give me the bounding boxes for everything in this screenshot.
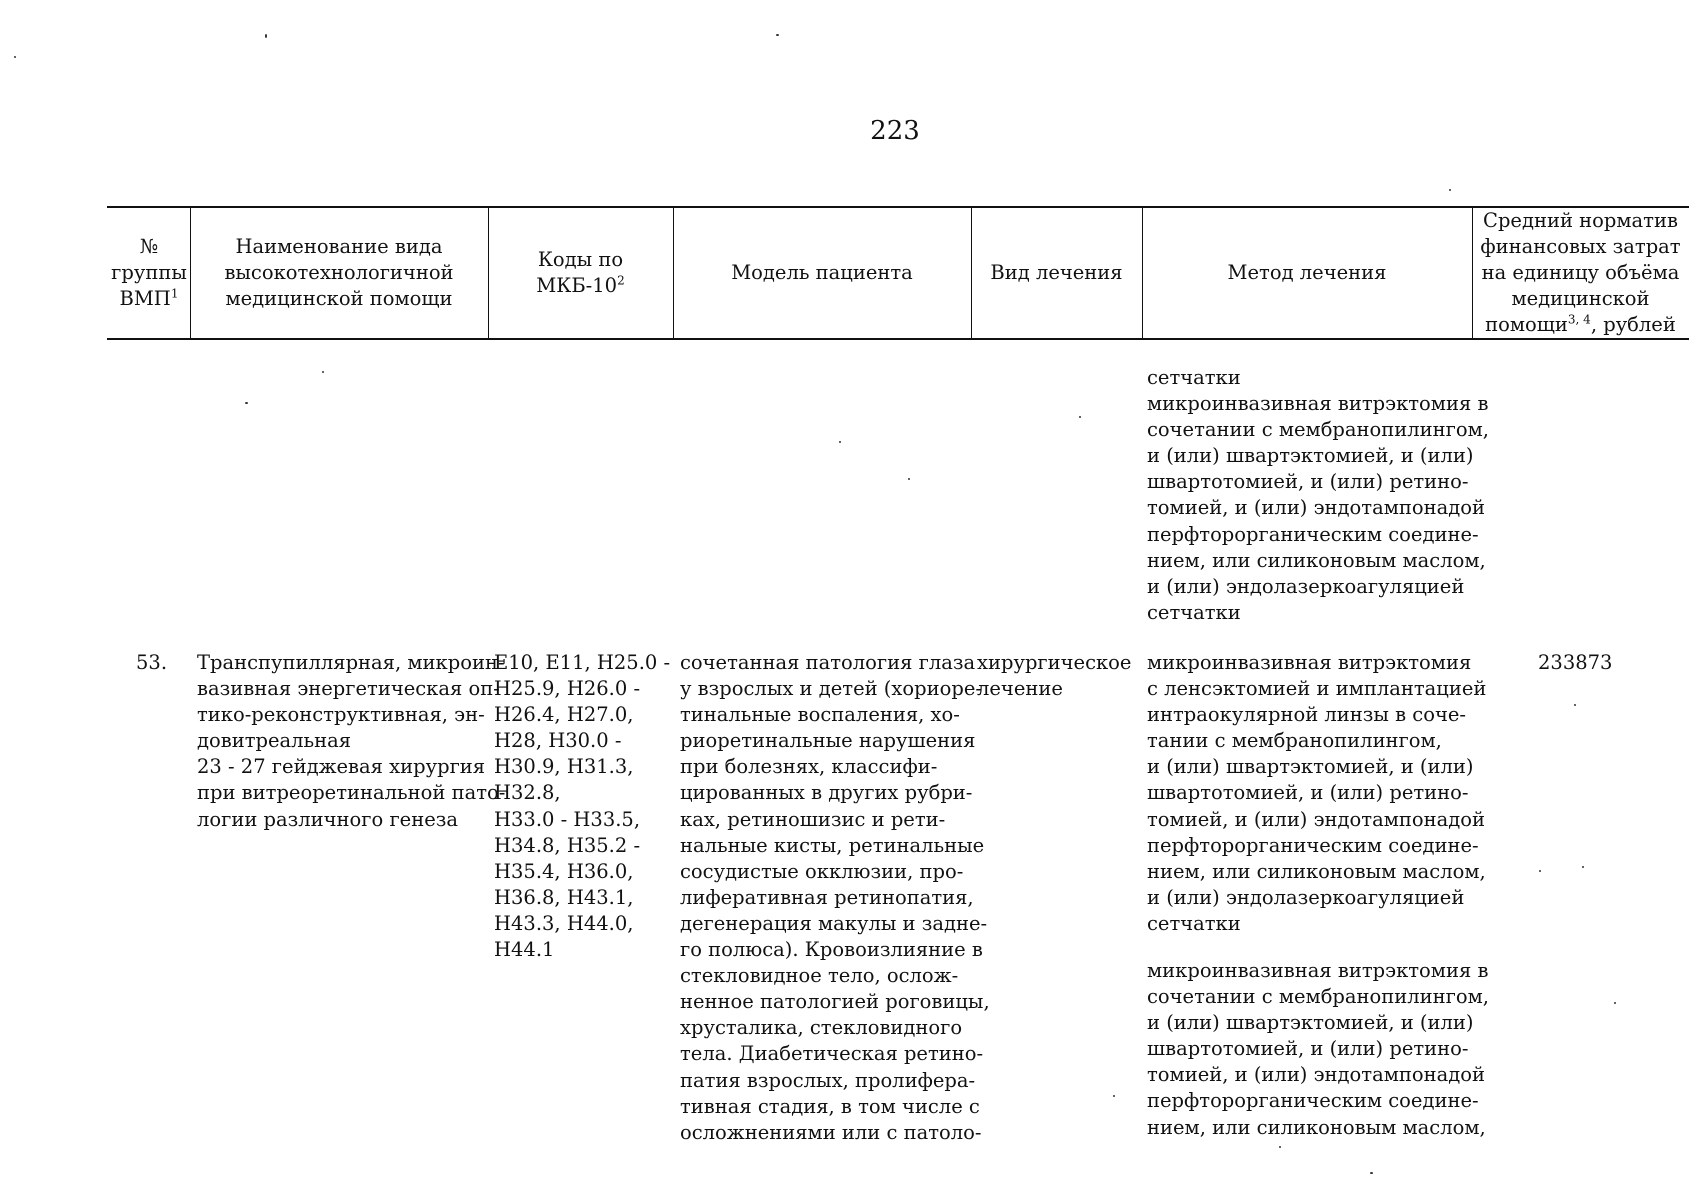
header-icd-codes: Коды по МКБ-$10^2$ (536, 248, 625, 297)
row-method-1: микроинвазивная витрэктомия с ленсэктомией и имплантацией интраокулярной линзы в соче- тании с мембранопилингом, и (или) швартэктомией, и (или) швартотомией, и (или) ретино- томией, и (или) эндотампонадой перфторорганическим соедине- нием, или силиконовым маслом, и (или) эндолазеркоагуляцией сетчатки (1147, 651, 1487, 935)
row-icd-codes: E10, E11, H25.0 - H25.9, H26.0 - H26.4, H27.0, H28, H30.0 - H30.9, H31.3, H32.8, H33.0 - H33.5, H34.8, H35.2 - H35.4, H36.0, H36.8, H43.1, H43.3, H44.0, H44.1 (494, 651, 671, 962)
scan-speck (1539, 870, 1541, 872)
row-treatment-type: хирургическое лечение (977, 651, 1132, 701)
scan-speck (322, 371, 324, 373)
scan-speck (908, 478, 910, 480)
scan-speck (1079, 416, 1081, 418)
scan-speck (776, 34, 779, 36)
scan-speck (839, 441, 841, 443)
row-group-number: 53. (136, 651, 168, 674)
header-care-type-name: Наименование вида высокотехнологичной медицинской помощи (224, 235, 454, 310)
header-group-number: № группы ВМП$^1$ (111, 235, 187, 310)
scan-speck (265, 34, 267, 38)
scan-speck (1113, 1095, 1115, 1097)
page-number: 223 (870, 116, 920, 146)
header-patient-model: Модель пациента (731, 261, 913, 284)
scan-speck (1582, 866, 1584, 868)
continuation-method: сетчатки микроинвазивная витрэктомия в сочетании с мембранопилингом, и (или) швартэктомией, и (или) швартотомией, и (или) ретино- томией, и (или) эндотампонадой перфторорганическим соедине- нием, или силиконовым маслом, и (или) эндолазеркоагуляцией сетчатки (1147, 366, 1489, 624)
scan-speck (1574, 704, 1576, 706)
row-method-2: микроинвазивная витрэктомия в сочетании с мембранопилингом, и (или) швартэктомией, и (или) швартотомией, и (или) ретино- томией, и (или) эндотампонадой перфторорганическим соедине- нием, или силиконовым маслом, (1147, 959, 1489, 1139)
row-average-cost: 233873 (1538, 651, 1613, 674)
scan-speck (1370, 1172, 1373, 1174)
header-average-cost: Средний норматив финансовых затрат на единицу объёма медицинской помощи$^{3, 4}$, рублей (1480, 209, 1681, 336)
row-patient-model: сочетанная патология глаза у взрослых и детей (хориоре- тинальные воспаления, хо- риоретинальные нарушения при болезнях, классифи- цированных в других рубри- ках, ретиношизис и рети- нальные кисты, ретинальные сосудистые окклюзии, про- лиферативная ретинопатия, дегенерация макулы и задне- го полюса). Кровоизлияние в стекловидное тело, ослож- ненное патологией роговицы, хрусталика, стекловидного тела. Диабетическая ретино- патия взрослых, пролифера- тивная стадия, в том числе с осложнениями или с патоло- (680, 651, 990, 1144)
scan-speck (14, 56, 16, 58)
header-treatment-type: Вид лечения (990, 261, 1123, 284)
scan-speck (1449, 189, 1451, 191)
header-treatment-method: Метод лечения (1227, 261, 1387, 284)
scan-speck (1614, 1002, 1616, 1004)
scan-speck (245, 402, 248, 404)
scan-speck (1279, 1146, 1281, 1148)
row-care-type-name: Транспупиллярная, микроин- вазивная энергетическая оп- тико-реконструктивная, эн- довитреальная 23 - 27 гейджевая хирургия при витреоретинальной пато- логии различного генеза (197, 651, 506, 831)
